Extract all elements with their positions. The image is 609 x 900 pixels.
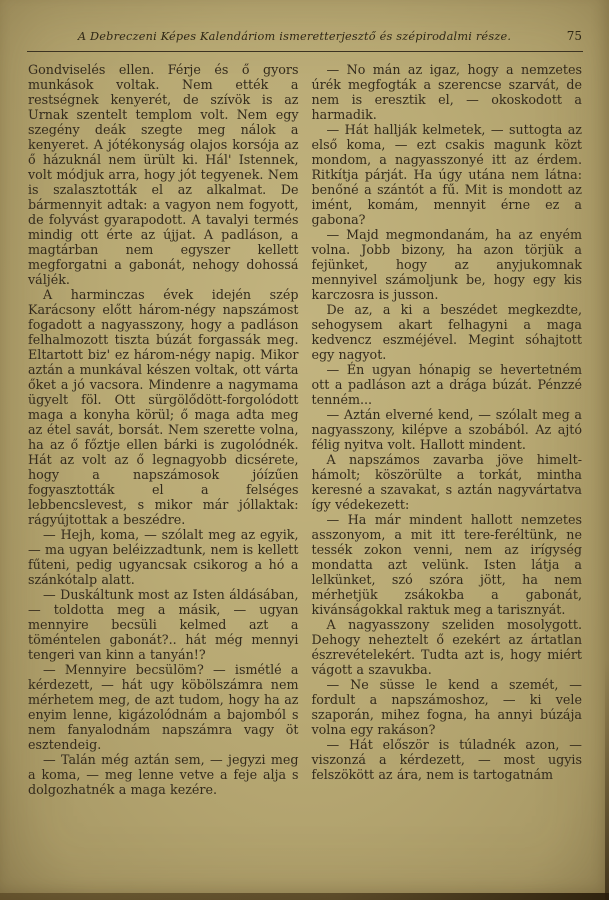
paragraph: — Hát hallják kelmetek, — suttogta az első koma, — ezt csakis magunk közt mondom, a nagyasszonyé itt az érdem. Ritkítja párját. Ha úgy utána nem látna: benőné a szántót a fű. Mit is mondott az imént, komám, mennyit érne ez a gabona? <box>311 122 582 227</box>
paragraph: — Én ugyan hónapig se hevertetném ott a padláson azt a drága búzát. Pénzzé tenném... <box>311 362 582 407</box>
paragraph: — Hejh, koma, — szólalt meg az egyik, — ma ugyan beléizzadtunk, nem is kellett fűteni, pedig ugyancsak csikorog a hó a szánkótalp alatt. <box>28 527 299 587</box>
paragraph: De az, a ki a beszédet megkezdte, sehogysem akart felhagyni a maga kedvencz eszméjével. Megint sóhajtott egy nagyot. <box>311 302 582 362</box>
paragraph: — Majd megmondanám, ha az enyém volna. Jobb bizony, ha azon törjük a fejünket, hogy az anyjukomnak mennyivel számoljunk be, hogy egy kis karczosra is jusson. <box>311 227 582 302</box>
paragraph: — Ne süsse le kend a szemét, — fordult a napszámoshoz, — ki vele szaporán, mihez fogna, ha annyi búzája volna egy rakáson? <box>311 677 582 737</box>
page-number: 75 <box>566 29 582 43</box>
paragraph: — Talán még aztán sem, — jegyzi meg a koma, — meg lenne vetve a feje alja s dolgozhatnék a maga kezére. <box>28 752 299 797</box>
paragraph: — Mennyire becsülöm? — ismétlé a kérdezett, — hát ugy köbölszámra nem mérhetem meg, de azt tudom, hogy ha az enyim lenne, kigázolódnám a bajomból s nem fanyalodnám napszámra vagy öt esztendeig. <box>28 662 299 752</box>
running-head <box>0 0 609 52</box>
text-columns <box>0 52 609 797</box>
scan-edge-bottom <box>0 893 609 900</box>
header-rule <box>27 51 583 52</box>
paragraph: — Ha már mindent hallott nemzetes asszonyom, a mit itt tere-feréltünk, ne tessék zokon venni, nem az irígység mondatta azt velünk. Isten látja a lelkünket, szó szóra jött, ha nem mérhetjük zsákokba a gabonát, kivánságokkal raktuk meg a tarisznyát. <box>311 512 582 617</box>
scan-edge-right <box>605 660 609 900</box>
paragraph: A harminczas évek idején szép Karácsony előtt három-négy napszámost fogadott a nagyasszony, hogy a padláson felhalmozott tiszta búzát forgassák meg. Eltartott biz' ez három-négy napig. Mikor aztán a munkával készen voltak, ott várta őket a jó vacsora. Mindenre a nagymama ügyelt föl. Ott sürgölődött-forgolódott maga a konyha körül; ő maga adta meg az étel savát, borsát. Nem szerette volna, ha az ő főztje ellen bárki is zugolódnék. Hát az volt az ő legnagyobb dicsérete, hogy a napszámosok jóízűen fogyasztották el a felséges lebbencslevest, s mikor már jóllaktak: rágyújtottak a beszédre. <box>28 287 299 527</box>
column-left <box>28 62 299 797</box>
running-head-title: A Debreczeni Képes Kalendáriom ismeretterjesztő és szépirodalmi része. <box>77 30 512 43</box>
paragraph: A napszámos zavarba jöve himelt-hámolt; köszörülte a torkát, mintha keresné a szavakat, s aztán nagyvártatva így védekezett: <box>311 452 582 512</box>
paragraph: — Aztán elverné kend, — szólalt meg a nagyasszony, kilépve a szobából. Az ajtó félig nyitva volt. Hallott mindent. <box>311 407 582 452</box>
paragraph: A nagyasszony szeliden mosolygott. Dehogy neheztelt ő ezekért az ártatlan észrevételekért. Tudta azt is, hogy miért vágott a szavukba. <box>311 617 582 677</box>
paragraph: — Duskáltunk most az Isten áldásában, — toldotta meg a másik, — ugyan mennyire becsüli kelmed azt a töméntelen gabonát?.. hát még mennyi tengeri van kinn a tanyán!? <box>28 587 299 662</box>
paragraph: — No mán az igaz, hogy a nemzetes úrék megfogták a szerencse szarvát, de nem is eresztik el, — okoskodott a harmadik. <box>311 62 582 122</box>
paragraph: — Hát először is túladnék azon, — viszonzá a kérdezett, — most ugyis felszökött az ára, nem is tartogatnám <box>311 737 582 782</box>
paragraph: Gondviselés ellen. Férje és ő gyors munkások voltak. Nem ették a restségnek kenyerét, de szívök is az Urnak szentelt templom volt. Nem egy szegény deák szegte meg nálok a kenyeret. A jótékonyság olajos korsója az ő házuknál nem ürült ki. Hál' Istennek, volt módjuk arra, hogy jót tegyenek. Nem is szalasztották el az alkalmat. De bármennyit adtak: a vagyon nem fogyott, de folyvást gyarapodott. A tavalyi termés mindig ott érte az újjat. A padláson, a magtárban nem egyszer kellett megforgatni a gabonát, nehogy dohossá váljék. <box>28 62 299 287</box>
column-right <box>312 62 583 797</box>
